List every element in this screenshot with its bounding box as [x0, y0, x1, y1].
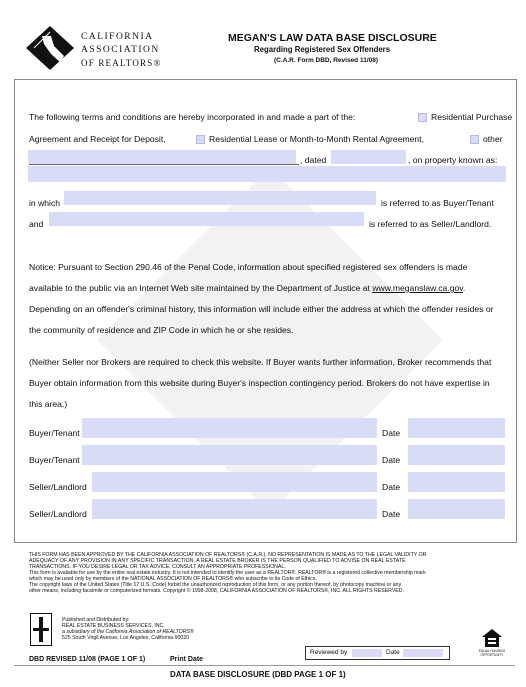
review-date-field[interactable] — [403, 649, 443, 657]
option-residential-purchase: Residential Purchase — [431, 112, 513, 122]
other-agreement-field[interactable] — [28, 150, 296, 164]
dated-label: , dated — [300, 155, 327, 165]
signature-field[interactable] — [92, 472, 377, 492]
reviewed-by-field[interactable] — [352, 649, 382, 657]
signature-date-field[interactable] — [408, 418, 505, 438]
notice-line2-end: . — [462, 283, 466, 293]
notice-line1: Notice: Pursuant to Section 290.46 of the Penal Code, information about specified registered sex offenders is made — [29, 262, 468, 272]
org-name-line1: CALIFORNIA — [81, 32, 154, 42]
property-known-as-label: , on property known as: — [408, 155, 498, 165]
equal-housing-icon — [481, 628, 503, 648]
advisory-line1: (Neither Seller nor Brokers are required to check this website. If Buyer wants further information, Broker recommends that — [29, 357, 492, 367]
publisher-line3: a subsidiary of the California Association of REALTORS® — [62, 629, 194, 635]
publisher-logo — [30, 613, 52, 646]
footer-rule — [14, 665, 515, 666]
notice-line4: the community of residence and ZIP Code in which he or she resides. — [29, 325, 294, 335]
signature-date-field[interactable] — [408, 472, 505, 492]
buyer-tenant-reference: is referred to as Buyer/Tenant — [381, 198, 494, 208]
equal-housing-text: EQUAL HOUSING OPPORTUNITY — [478, 649, 506, 657]
seller-landlord-reference: is referred to as Seller/Landlord. — [369, 219, 492, 229]
fineprint-line6: The copyright laws of the United States (Title 17 U.S. Code) forbid the unauthorized reproduction of this form, or any portion thereof, by photocopy machine or any — [29, 582, 402, 588]
signature-label: Seller/Landlord — [29, 509, 87, 519]
fineprint-line3: TRANSACTIONS. IF YOU DESIRE LEGAL OR TAX ADVICE, CONSULT AN APPROPRIATE PROFESSIONAL. — [29, 564, 286, 570]
agreement-text: Agreement and Receipt for Deposit, — [29, 134, 166, 144]
publisher-line2: REAL ESTATE BUSINESS SERVICES, INC. — [62, 623, 165, 629]
signature-date-field[interactable] — [408, 499, 505, 519]
intro-text: The following terms and conditions are hereby incorporated in and made a part of the: — [29, 112, 356, 122]
notice-line2 — [29, 283, 465, 293]
california-seal-icon — [24, 24, 76, 72]
and-label: and — [29, 219, 44, 229]
footer-title: DATA BASE DISCLOSURE (DBD PAGE 1 OF 1) — [170, 670, 346, 679]
equal-housing-logo — [472, 628, 512, 658]
signature-date-field[interactable] — [408, 445, 505, 465]
form-title: MEGAN'S LAW DATA BASE DISCLOSURE — [228, 32, 437, 44]
form-code: (C.A.R. Form DBD, Revised 11/08) — [274, 57, 379, 64]
car-logo — [24, 24, 164, 74]
publisher-line1: Published and Distributed by: — [62, 617, 130, 623]
review-box — [305, 646, 450, 660]
org-name-line3: OF REALTORS® — [81, 58, 162, 68]
publisher-line4: 525 South Virgil Avenue, Los Angeles, California 90020 — [62, 635, 189, 641]
reviewed-by-label: Reviewed by — [310, 649, 348, 656]
date-label: Date — [382, 482, 401, 492]
signature-field[interactable] — [92, 499, 377, 519]
date-label: Date — [382, 455, 401, 465]
org-name-line2: ASSOCIATION — [81, 45, 160, 55]
property-address-field[interactable] — [28, 166, 506, 182]
fineprint-line7: other means, including facsimile or computerized formats. Copyright © 1998-2008, CALIFORNIA ASSOCIATION OF REALTORS®, INC. ALL RIGHTS RESERVED. — [29, 588, 404, 594]
advisory-line3: this area.) — [29, 399, 68, 409]
checkbox-residential-purchase[interactable] — [418, 113, 427, 122]
fineprint-line1: THIS FORM HAS BEEN APPROVED BY THE CALIFORNIA ASSOCIATION OF REALTORS® (C.A.R.). NO REPRESENTATION IS MADE AS TO THE LEGAL VALIDITY OR — [29, 552, 427, 558]
signature-label: Buyer/Tenant — [29, 428, 80, 438]
notice-line3: Depending on an offender's criminal history, this information will include either the address at which the offender resides or — [29, 304, 494, 314]
notice-line2-text: available to the public via an Internet Web site maintained by the Department of Justice at — [29, 283, 370, 293]
date-label: Date — [382, 509, 401, 519]
seller-landlord-name-field[interactable] — [49, 212, 364, 226]
checkbox-other[interactable] — [470, 135, 479, 144]
advisory-line2: Buyer obtain information from this website during Buyer's inspection contingency period. Brokers do not have expertise in — [29, 378, 490, 388]
review-date-label: Date — [386, 649, 400, 656]
option-other: other — [483, 134, 503, 144]
date-label: Date — [382, 428, 401, 438]
signature-label: Seller/Landlord — [29, 482, 87, 492]
fineprint-line5: which may be used only by members of the NATIONAL ASSOCIATION OF REALTORS® who subscribe to its Code of Ethics. — [29, 576, 317, 582]
buyer-tenant-name-field[interactable] — [64, 191, 376, 205]
signature-field[interactable] — [82, 445, 377, 465]
option-residential-lease: Residential Lease or Month-to-Month Rental Agreement, — [209, 134, 424, 144]
signature-label: Buyer/Tenant — [29, 455, 80, 465]
agreement-date-field[interactable] — [331, 150, 406, 164]
signature-field[interactable] — [82, 418, 377, 438]
revised-label: DBD REVISED 11/08 (PAGE 1 OF 1) — [29, 656, 146, 663]
fineprint-line2: ADEQUACY OF ANY PROVISION IN ANY SPECIFIC TRANSACTION. A REAL ESTATE BROKER IS THE PERSON QUALIFIED TO ADVISE ON REAL ESTATE — [29, 558, 406, 564]
other-underline — [29, 164, 299, 165]
fineprint-line4: This form is available for use by the entire real estate industry. It is not intended to identify the user as a REALTOR®. REALTOR® is a registered collective membership mark — [29, 570, 426, 576]
print-date-label: Print Date — [170, 656, 204, 663]
megans-law-link[interactable]: www.meganslaw.ca.gov — [372, 283, 463, 293]
checkbox-residential-lease[interactable] — [196, 135, 205, 144]
in-which-label: in which — [29, 198, 61, 208]
form-subtitle: Regarding Registered Sex Offenders — [254, 45, 391, 54]
